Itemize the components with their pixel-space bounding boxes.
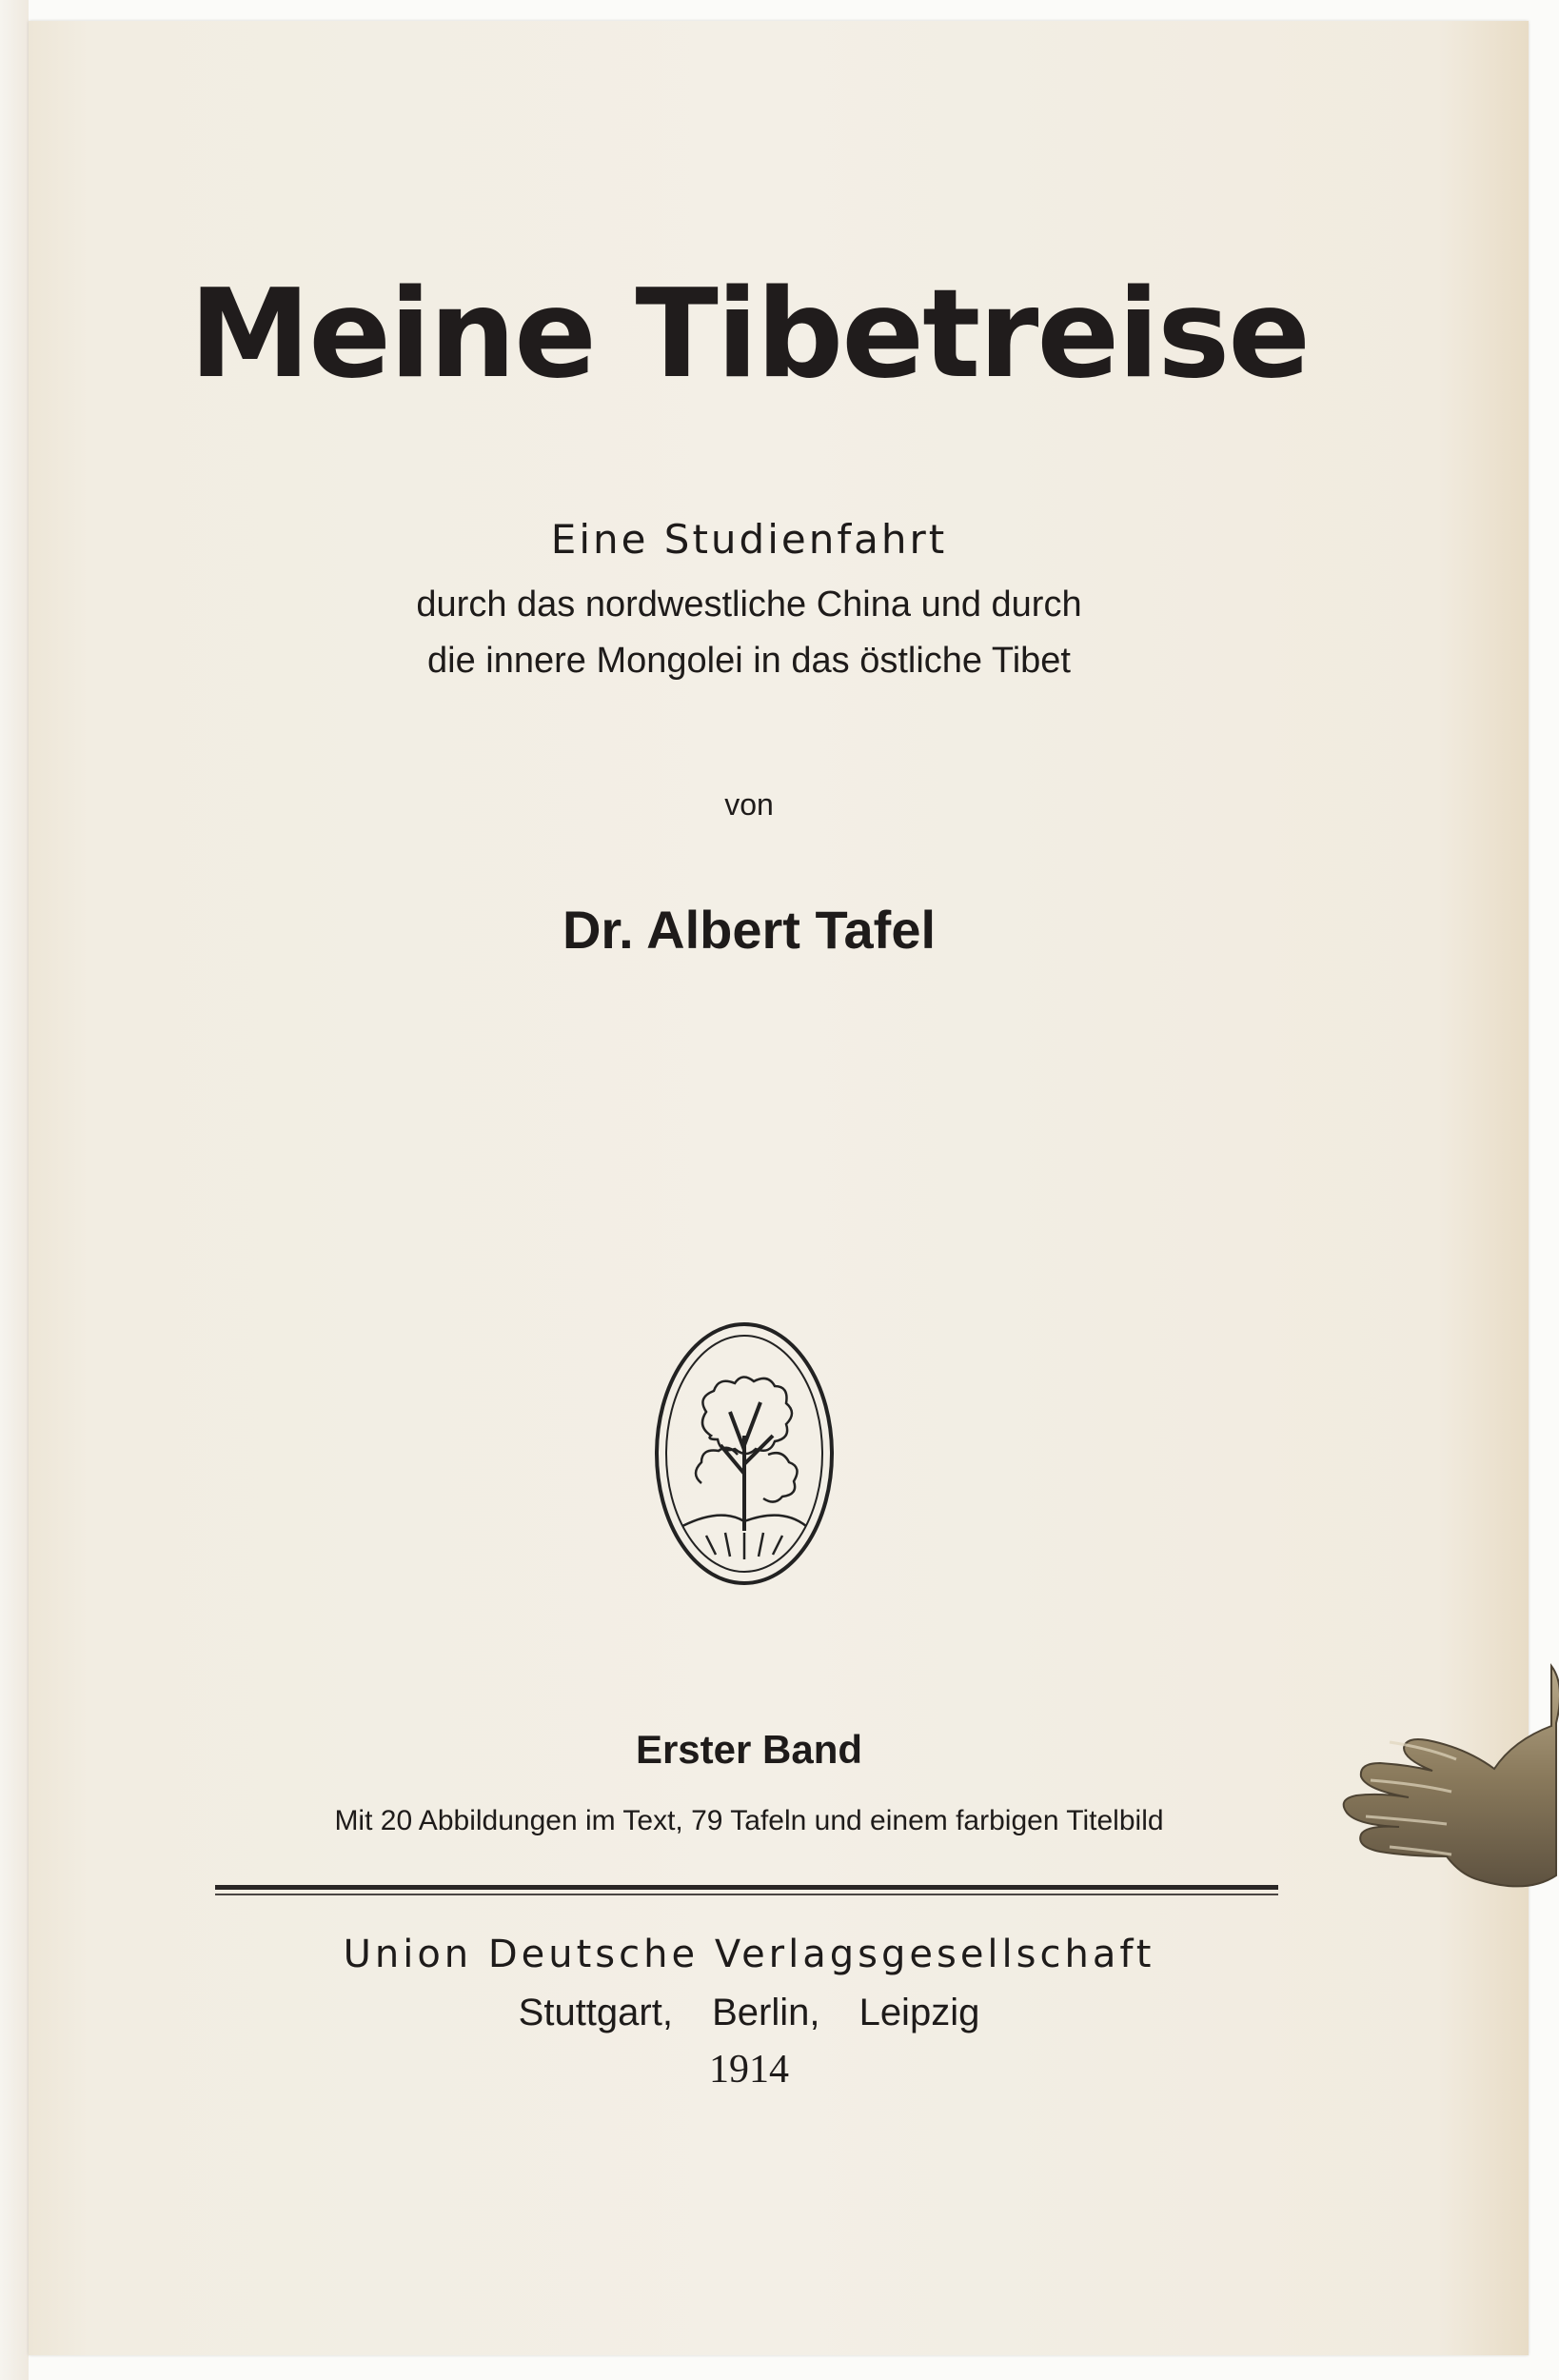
book-title: Meine Tibetreise [188,264,1310,406]
title-page [29,21,1529,2355]
illustrations-note: Mit 20 Abbildungen im Text, 79 Tafeln und einem farbigen Titelbild [334,1805,1164,1836]
tree-emblem-icon [654,1321,835,1586]
subtitle-line-3: die innere Mongolei in das östliche Tibet [427,641,1071,681]
brass-hand-page-holder-icon [1332,1656,1559,1894]
author-name: Dr. Albert Tafel [562,900,937,960]
volume-label: Erster Band [635,1727,863,1772]
publication-year: 1914 [709,2048,789,2092]
subtitle-line-2: durch das nordwestliche China und durch [416,585,1082,625]
publisher-name: Union Deutsche Verlagsgesellschaft [343,1933,1155,1976]
subtitle-line-1: Eine Studienfahrt [550,516,948,563]
divider-thin [215,1894,1278,1895]
by-label: von [724,787,774,822]
divider-thick [215,1885,1278,1890]
adjacent-page-edge [0,0,29,2380]
publisher-cities: Stuttgart, Berlin, Leipzig [518,1992,980,2033]
